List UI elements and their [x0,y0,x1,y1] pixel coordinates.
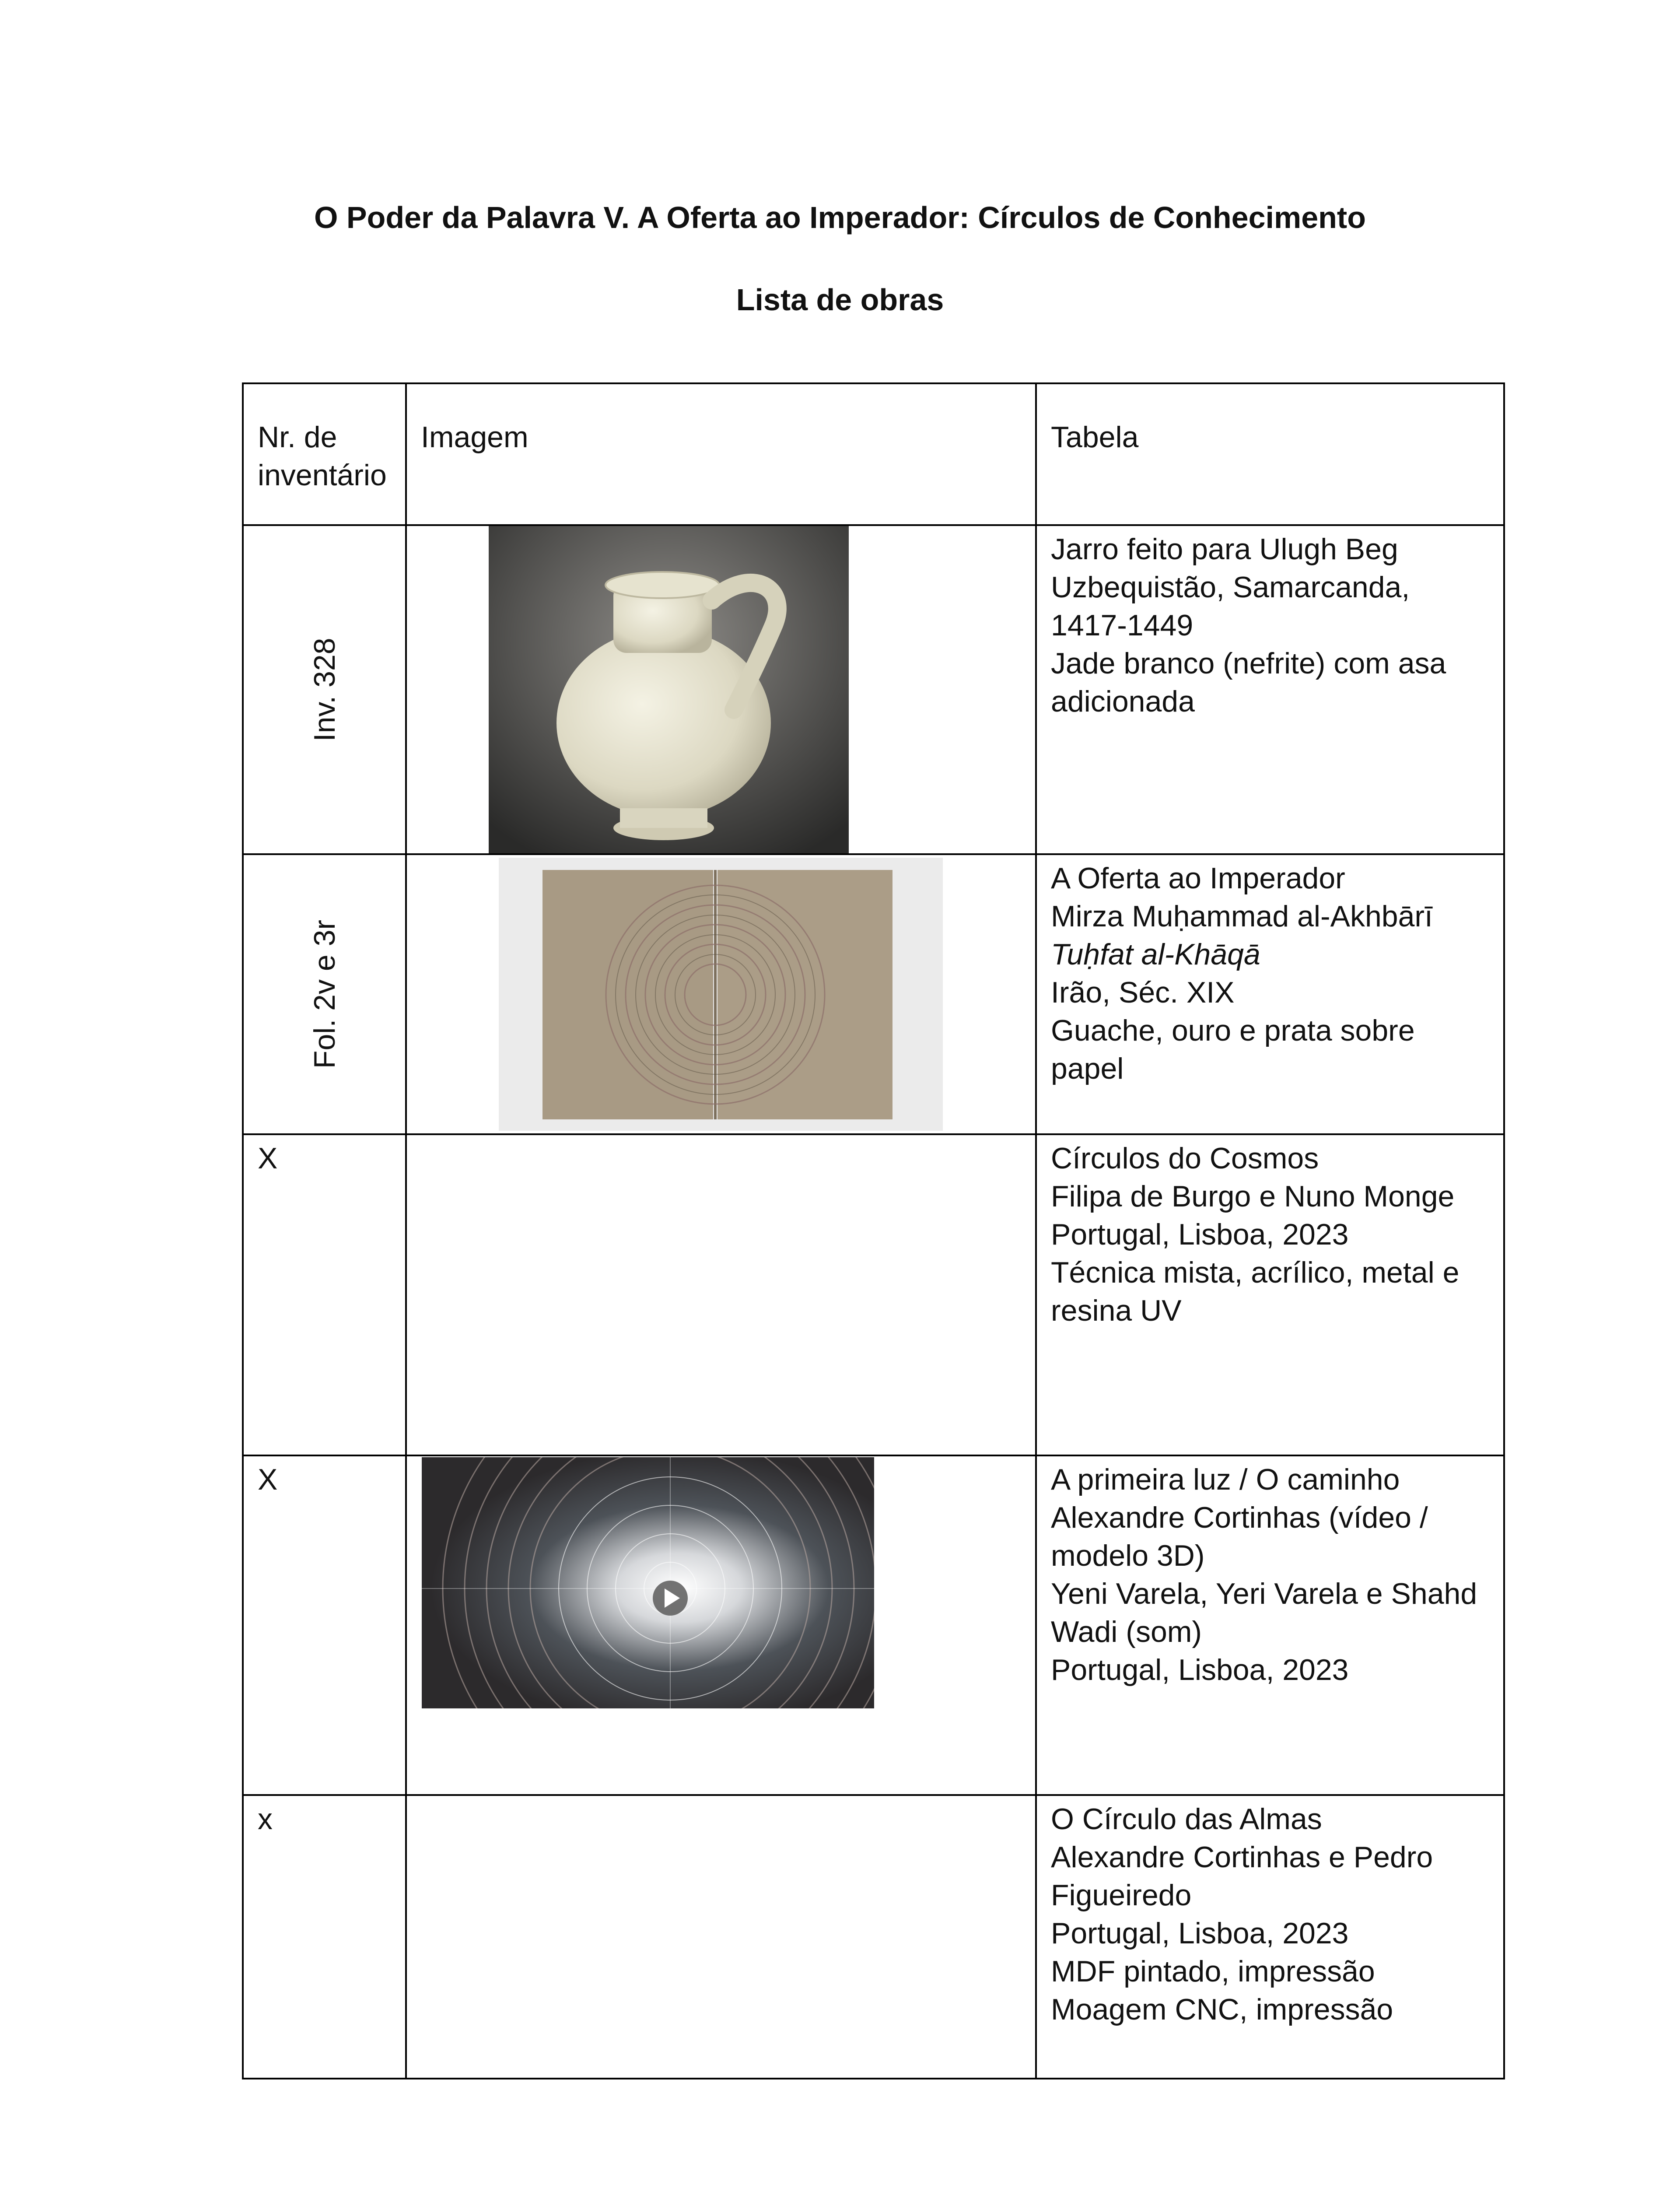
inventory-cell [243,1795,406,2079]
label-cell [1036,1795,1504,2079]
artwork-label [1037,526,1503,721]
label-line: Alexandre Cortinhas e Pedro Figueiredo [1051,1841,1433,1912]
label-cell [1036,854,1504,1134]
label-cell [1036,1455,1504,1795]
label-line: O Círculo das Almas [1051,1802,1322,1836]
inventory-number: x [258,1802,273,1836]
label-line-italic: Tuḥfat al-Khāqā [1051,938,1260,971]
header-image: Imagem [421,421,528,454]
works-table [242,382,1505,2079]
inventory-cell [243,525,406,854]
label-line: Técnica mista, acrílico, metal e resina UV [1051,1256,1460,1327]
label-line: Moagem CNC, impressão [1051,1993,1393,2026]
document-title: O Poder da Palavra V. A Oferta ao Imperador: Círculos de Conhecimento [314,200,1366,235]
label-line: Filipa de Burgo e Nuno Monge [1051,1180,1455,1213]
label-line: Portugal, Lisboa, 2023 [1051,1917,1349,1950]
label-line: MDF pintado, impressão [1051,1955,1375,1988]
table-row [243,1795,1504,2079]
label-line: Irão, Séc. XIX [1051,976,1235,1009]
inventory-number: Inv. 328 [308,638,341,742]
inventory-number: X [258,1463,278,1496]
label-line: Alexandre Cortinhas (vídeo / modelo 3D) [1051,1501,1428,1572]
image-cell [406,1134,1036,1455]
label-line: A Oferta ao Imperador [1051,862,1345,895]
header-inventory: Nr. de inventário [258,421,387,492]
image-cell [406,854,1036,1134]
label-line: Jarro feito para Ulugh Beg [1051,533,1398,566]
inventory-cell [243,854,406,1134]
inventory-number: X [258,1142,278,1175]
table-row [243,1455,1504,1795]
label-line: Círculos do Cosmos [1051,1142,1319,1175]
inventory-number: Fol. 2v e 3r [308,919,341,1069]
label-line: Portugal, Lisboa, 2023 [1051,1653,1349,1687]
manuscript-image [499,858,943,1131]
label-line: Uzbequistão, Samarcanda, 1417-1449 [1051,571,1410,642]
header-inventory-cell [243,383,406,525]
image-cell [406,1455,1036,1795]
inventory-cell [243,1455,406,1795]
label-line: Guache, ouro e prata sobre papel [1051,1014,1415,1085]
label-line: Mirza Muḥammad al-Akhbārī [1051,900,1433,933]
artwork-label [1037,1456,1503,1689]
label-line: A primeira luz / O caminho [1051,1463,1400,1496]
artwork-label [1037,855,1503,1088]
label-line: Yeni Varela, Yeri Varela e Shahd Wadi (som) [1051,1577,1477,1648]
artwork-label [1037,1796,1503,2029]
table-row [243,854,1504,1134]
document-subtitle: Lista de obras [736,283,944,317]
label-cell [1036,1134,1504,1455]
jade-jug-image [489,526,849,853]
label-line: Jade branco (nefrite) com asa adicionada [1051,647,1446,718]
image-cell [406,1795,1036,2079]
table-row [243,525,1504,854]
header-image-cell [406,383,1036,525]
header-label-cell [1036,383,1504,525]
artwork-label [1037,1135,1503,1330]
play-icon[interactable] [653,1581,688,1616]
table-row [243,1134,1504,1455]
image-cell [406,525,1036,854]
video-thumbnail[interactable] [422,1457,874,1708]
table-header-row [243,383,1504,525]
label-cell [1036,525,1504,854]
label-line: Portugal, Lisboa, 2023 [1051,1218,1349,1251]
inventory-cell [243,1134,406,1455]
header-label: Tabela [1051,421,1139,454]
